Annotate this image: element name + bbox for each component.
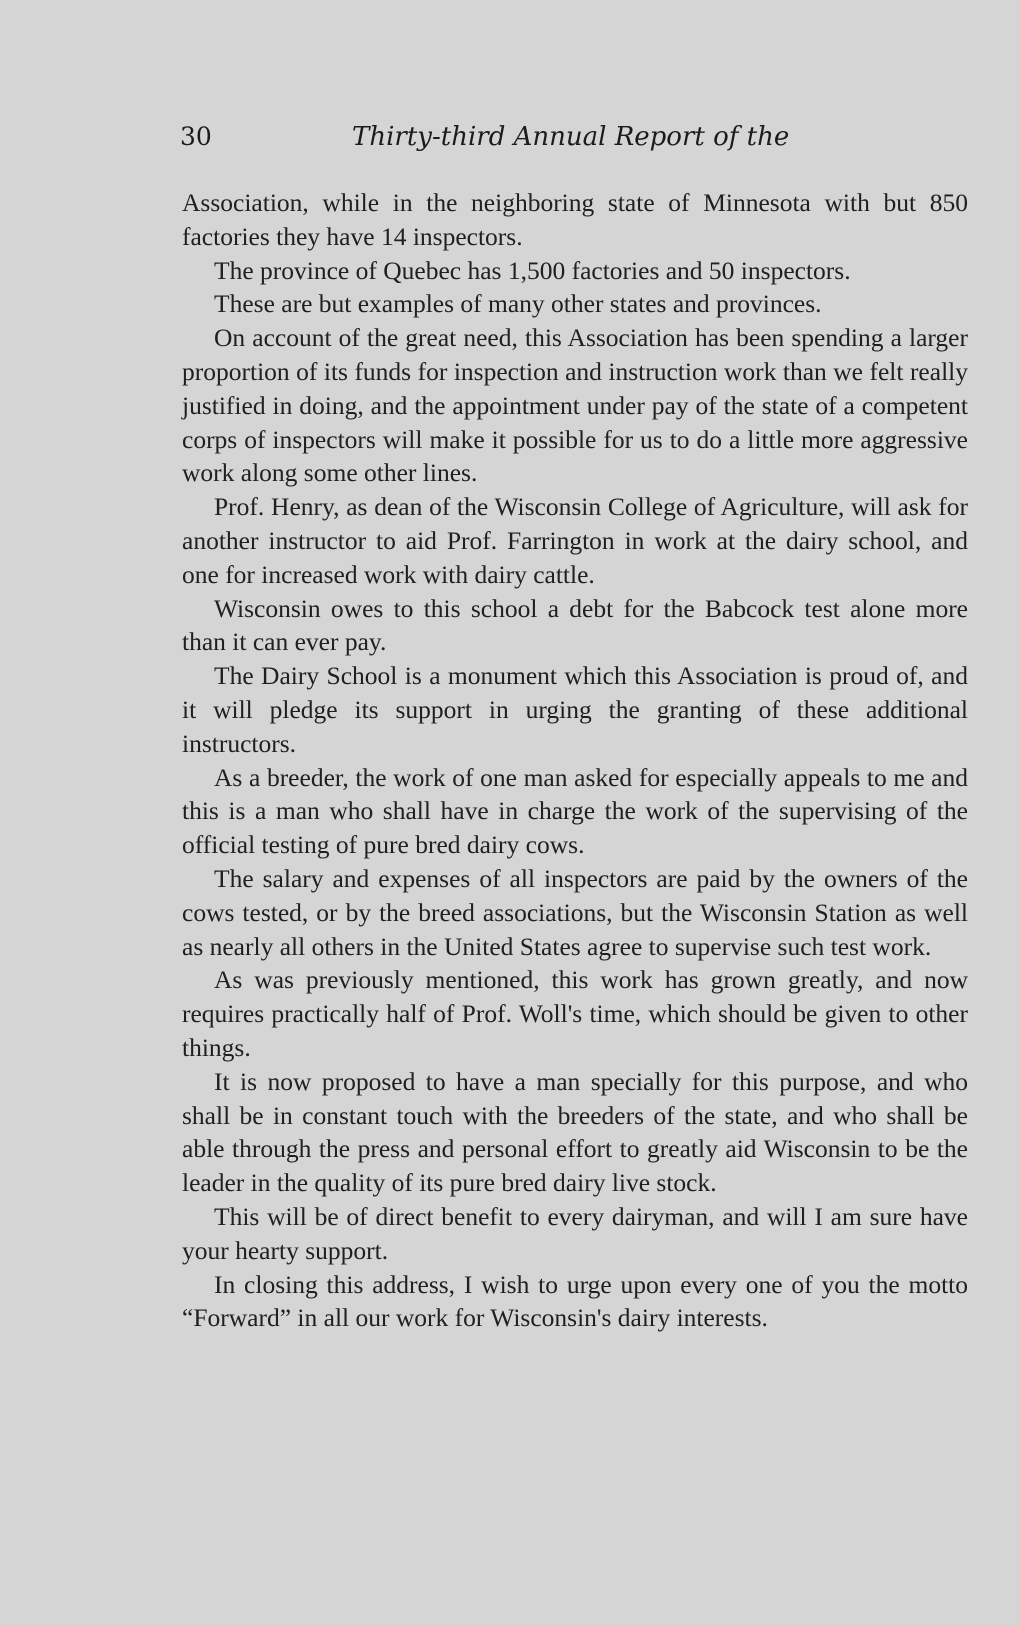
paragraph: The Dairy School is a monument which this Association is proud of, and it will pledge its support in urging the granting of these additional instructors. bbox=[182, 661, 968, 758]
paragraph: On account of the great need, this Association has been spending a larger proportion of its funds for inspection and instruction work than we felt really justified in doing, and the appointment under pay of the state of a competent corps of inspectors will make it possible for us to do a little more aggressive work along some other lines. bbox=[182, 323, 968, 488]
paragraph: As was previously mentioned, this work has grown greatly, and now requires practically half of Prof. Woll's time, which should be given to other things. bbox=[182, 965, 968, 1062]
paragraph: In closing this address, I wish to urge upon every one of you the motto “Forward” in all our work for Wisconsin's dairy interests. bbox=[182, 1269, 968, 1333]
body-text bbox=[182, 186, 968, 1335]
page-number: 30 bbox=[180, 122, 212, 151]
paragraph: As a breeder, the work of one man asked for especially appeals to me and this is a man who shall have in charge the work of the supervising of the official testing of pure bred dairy cows. bbox=[182, 762, 968, 860]
paragraph: The salary and expenses of all inspectors are paid by the owners of the cows tested, or by the breed associations, but the Wisconsin Station as well as nearly all others in the United States agree to supervise such test work. bbox=[182, 863, 968, 961]
paragraph: Wisconsin owes to this school a debt for the Babcock test alone more than it can ever pay. bbox=[182, 593, 968, 657]
running-head: Thirty-third Annual Report of the bbox=[352, 122, 790, 152]
paragraph: The province of Quebec has 1,500 factories and 50 inspectors. bbox=[214, 255, 851, 285]
paragraph: It is now proposed to have a man specially for this purpose, and who shall be in constant touch with the breeders of the state, and who shall be able through the press and personal effort to greatly aid Wisconsin to be the leader in the quality of its pure bred dairy live stock. bbox=[182, 1066, 968, 1198]
paragraph: Association, while in the neighboring state of Minnesota with but 850 factories they have 14 inspectors. bbox=[182, 188, 968, 251]
paragraph: This will be of direct benefit to every dairyman, and will I am sure have your hearty support. bbox=[182, 1201, 968, 1265]
page-header bbox=[180, 122, 970, 162]
paragraph: Prof. Henry, as dean of the Wisconsin College of Agriculture, will ask for another instructor to aid Prof. Farrington in work at the dairy school, and one for increased work with dairy cattle. bbox=[182, 492, 968, 589]
paragraph: These are but examples of many other states and provinces. bbox=[214, 289, 822, 319]
